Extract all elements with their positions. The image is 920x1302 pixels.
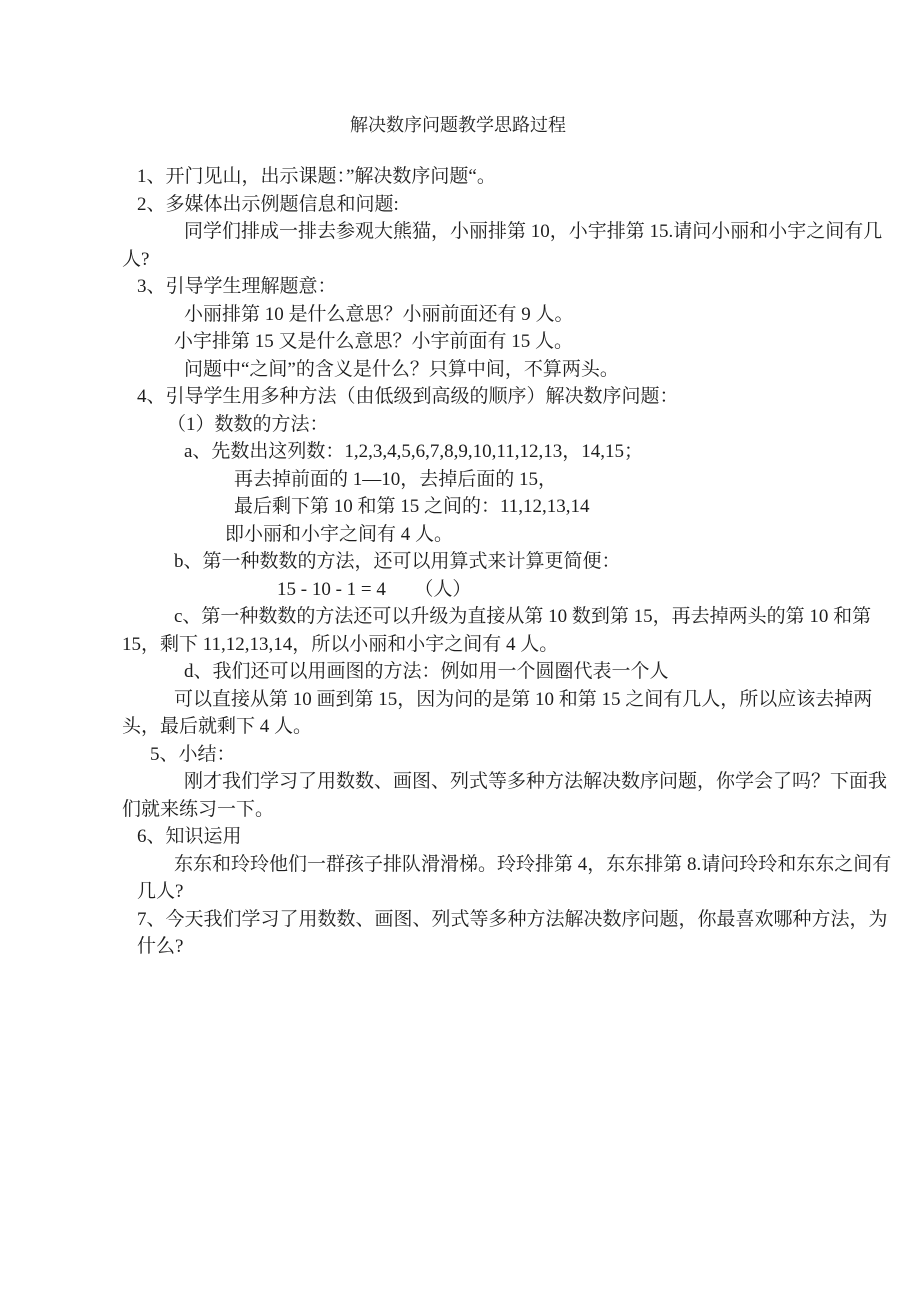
document-line: 5、小结： xyxy=(150,743,236,765)
document-line: 人? xyxy=(122,248,150,270)
document-line: b、第一种数数的方法，还可以用算式来计算更简便： xyxy=(174,551,621,572)
document-line: 东东和玲玲他们一群孩子排队滑滑梯。玲玲排第 4，东东排第 8.请问玲玲和东东之间有 xyxy=(174,853,892,875)
document-body xyxy=(122,112,892,961)
document-line: 小宇排第 15 又是什么意思？小宇前面有 15 人。 xyxy=(174,331,574,352)
document-line: 3、引导学生理解题意： xyxy=(137,276,337,297)
document-line: 可以直接从第 10 画到第 15，因为问的是第 10 和第 15 之间有几人，所以应该去掉两 xyxy=(174,688,873,710)
document-line: a、先数出这列数：1,2,3,4,5,6,7,8,9,10,11,12,13，14,15； xyxy=(184,441,643,462)
document-line: 再去掉前面的 1—10，去掉后面的 15， xyxy=(234,468,558,490)
document-line: d、我们还可以用画图的方法：例如用一个圆圈代表一个人 xyxy=(184,661,669,682)
document-line: 问题中“之间”的含义是什么？只算中间，不算两头。 xyxy=(184,358,619,380)
document-line: （1）数数的方法： xyxy=(167,413,329,435)
document-line: 即小丽和小宇之间有 4 人。 xyxy=(225,523,454,545)
document-line: 1、开门见山，出示课题：”解决数序问题“。 xyxy=(137,166,496,187)
document-line: 刚才我们学习了用数数、画图、列式等多种方法解决数序问题，你学会了吗？下面我 xyxy=(184,771,888,792)
equation-line: 15 - 10 - 1 = 4 （人） xyxy=(277,578,472,600)
document-line: 头，最后就剩下 4 人。 xyxy=(122,716,313,737)
document-line: 7、今天我们学习了用数数、画图、列式等多种方法解决数序问题，你最喜欢哪种方法，为 xyxy=(137,908,888,930)
document-title: 解决数序问题教学思路过程 xyxy=(350,115,566,135)
document-line: 2、多媒体出示例题信息和问题: xyxy=(137,193,399,215)
document-line: c、第一种数数的方法还可以升级为直接从第 10 数到第 15，再去掉两头的第 10 和第 xyxy=(174,606,872,627)
document-line: 什么? xyxy=(137,936,184,957)
document-line: 6、知识运用 xyxy=(137,826,242,847)
document-line: 们就来练习一下。 xyxy=(122,798,275,820)
document-line: 小丽排第 10 是什么意思？小丽前面还有 9 人。 xyxy=(184,303,574,325)
document-line: 几人? xyxy=(137,881,184,902)
document-line: 15，剩下 11,12,13,14，所以小丽和小宇之间有 4 人。 xyxy=(122,633,559,655)
document-line: 4、引导学生用多种方法（由低级到高级的顺序）解决数序问题： xyxy=(137,386,679,407)
document-line: 最后剩下第 10 和第 15 之间的：11,12,13,14 xyxy=(234,496,590,517)
document-line: 同学们排成一排去参观大熊猫，小丽排第 10，小宇排第 15.请问小丽和小宇之间有几 xyxy=(184,221,883,242)
